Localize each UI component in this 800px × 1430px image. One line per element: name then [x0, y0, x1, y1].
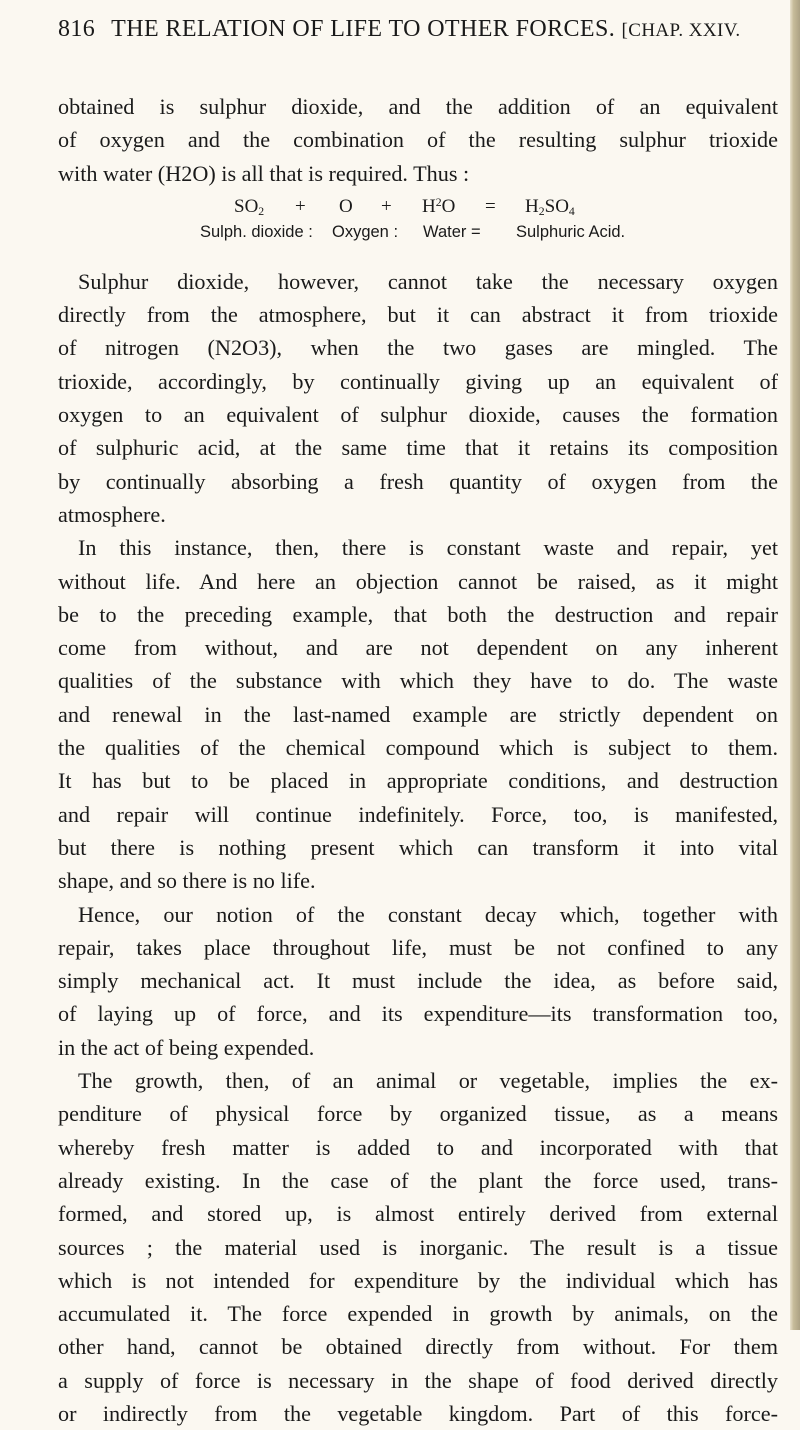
text-line: come from without, and are not dependent on any inherent [58, 635, 778, 661]
text-line: of sulphuric acid, at the same time that it retains its composition [58, 435, 778, 461]
running-title: THE RELATION OF LIFE TO OTHER FORCES. [111, 16, 616, 42]
text-line: obtained is sulphur dioxide, and the addition of an equivalent [58, 94, 778, 119]
text-line: but there is nothing present which can transform it into vital [58, 834, 778, 860]
text-line: The growth, then, of an animal or vegetable, implies the ex- [78, 1068, 778, 1094]
text-line: of nitrogen (N2O3), when the two gases are mingled. The [58, 335, 778, 361]
text-line: be to the preceding example, that both the destruction and repair [58, 601, 778, 627]
text-line: by continually absorbing a fresh quantity of oxygen from the [58, 468, 778, 494]
text-line: of oxygen and the combination of the resulting sulphur trioxide [58, 127, 778, 153]
text-line: the qualities of the chemical compound which is subject to them. [58, 735, 778, 761]
text-line: shape, and so there is no life. [58, 868, 316, 894]
equation-labels [58, 223, 778, 253]
label-water: Water = [423, 222, 481, 241]
text-line: penditure of physical force by organized tissue, as a means [58, 1101, 778, 1127]
page-edge [790, 0, 800, 1330]
text-line: It has but to be placed in appropriate conditions, and destruction [58, 768, 778, 794]
text-line: atmosphere. [58, 501, 166, 527]
text-line: directly from the atmosphere, but it can abstract it from trioxide [58, 302, 778, 328]
text-line: repair, takes place throughout life, must be not confined to any [58, 934, 778, 960]
text-line: and renewal in the last-named example are strictly dependent on [58, 701, 778, 727]
equation-term-water: $H^2O$ [422, 195, 456, 217]
text-line: accumulated it. The force expended in growth by animals, on the [58, 1301, 778, 1327]
text-line: or indirectly from the vegetable kingdom. Part of this force- [58, 1400, 778, 1426]
text-line: of laying up of force, and its expenditure—its transformation too, [58, 1001, 778, 1027]
equation-term-sulphuric-acid: $H_2SO_4$ [525, 195, 575, 218]
chemical-equation [58, 190, 778, 223]
text-line: oxygen to an equivalent of sulphur dioxide, causes the formation [58, 402, 778, 428]
equation-plus: + [381, 195, 392, 217]
text-line: simply mechanical act. It must include the idea, as before said, [58, 968, 778, 994]
equation-term-oxygen: O [339, 195, 353, 217]
text-line: whereby fresh matter is added to and incorporated with that [58, 1134, 778, 1160]
label-oxygen: Oxygen : [332, 222, 399, 241]
equation-plus: + [295, 195, 306, 217]
text-line: without life. And here an objection cannot be raised, as it might [58, 568, 778, 594]
label-sulphuric-acid: Sulphuric Acid. [516, 222, 626, 241]
page-number: 816 [58, 16, 96, 42]
text-line: with water (H2O) is all that is required. Thus : [58, 160, 470, 186]
text-line: which is not intended for expenditure by the individual which has [58, 1267, 778, 1293]
body-text [58, 90, 778, 1430]
text-line: In this instance, then, there is constant waste and repair, yet [78, 535, 778, 561]
running-header [58, 16, 798, 56]
text-line: other hand, cannot be obtained directly from without. For them [58, 1334, 778, 1360]
equation-term-sulphur-dioxide: $SO_2$ [234, 195, 265, 218]
label-sulph-dioxide: Sulph. dioxide : [200, 222, 313, 241]
text-line: Sulphur dioxide, however, cannot take the necessary oxygen [78, 268, 778, 294]
text-line: qualities of the substance with which they have to do. The waste [58, 668, 778, 694]
text-line: trioxide, accordingly, by continually giving up an equivalent of [58, 368, 778, 394]
equation-equals: = [485, 195, 496, 217]
text-line: sources ; the material used is inorganic. The result is a tissue [58, 1234, 778, 1260]
text-line: Hence, our notion of the constant decay which, together with [78, 901, 778, 927]
text-line: a supply of force is necessary in the shape of food derived directly [58, 1367, 778, 1393]
chapter-reference: [CHAP. XXIV. [621, 20, 741, 41]
text-line: already existing. In the case of the plant the force used, trans- [58, 1167, 778, 1193]
text-line: and repair will continue indefinitely. Force, too, is manifested, [58, 801, 778, 827]
text-line: formed, and stored up, is almost entirely derived from external [58, 1201, 778, 1227]
text-line: in the act of being expended. [58, 1034, 315, 1060]
